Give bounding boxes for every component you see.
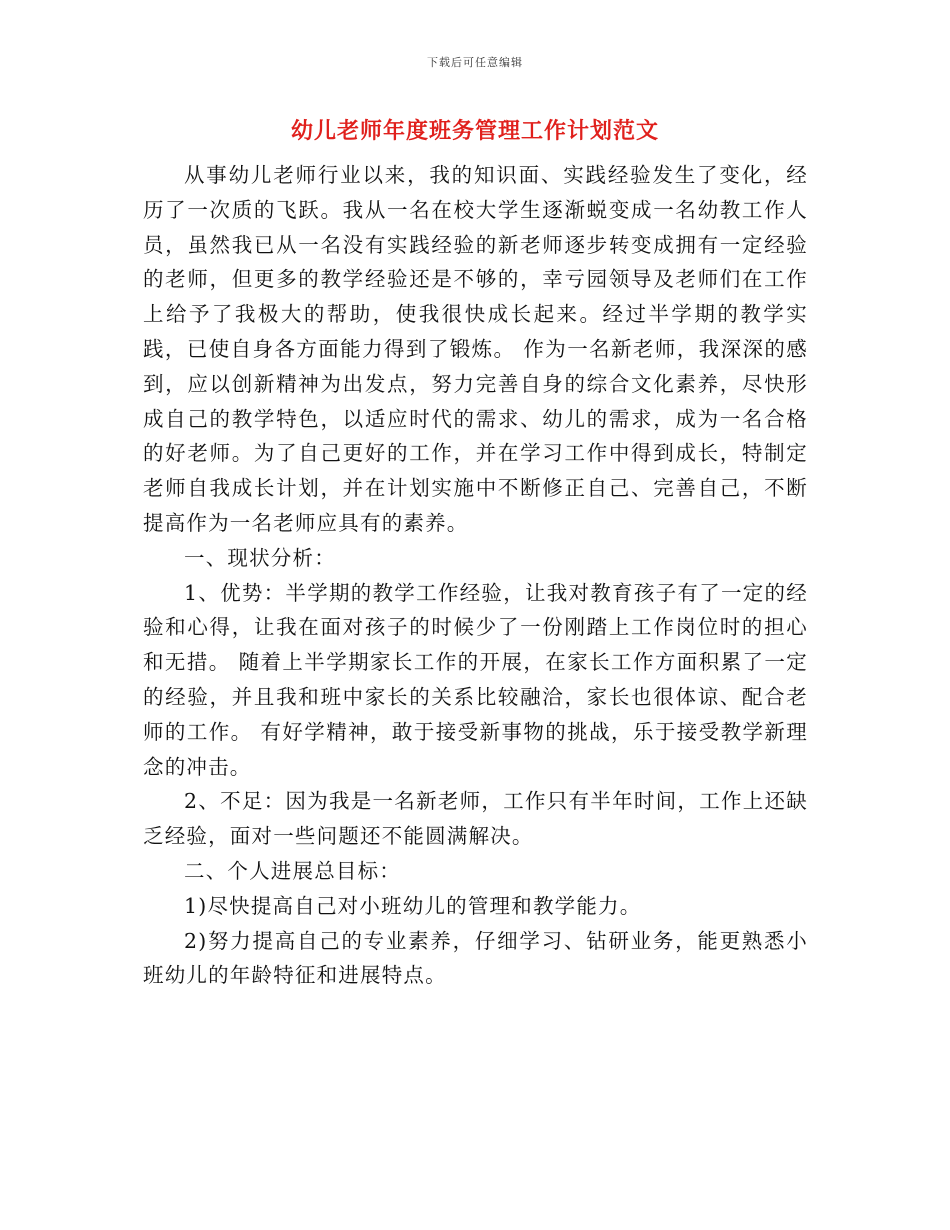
document-title: 幼儿老师年度班务管理工作计划范文: [290, 118, 659, 144]
document-body: [143, 158, 808, 993]
intro-paragraph: 从事幼儿老师行业以来，我的知识面、实践经验发生了变化，经历了一次质的飞跃。我从一名在校大学生逐渐蜕变成一名幼教工作人员，虽然我已从一名没有实践经验的新老师逐步转变成拥有一定经验的老师，但更多的教学经验还是不够的，幸亏园领导及老师们在工作上给予了我极大的帮助，使我很快成长起来。经过半学期的教学实践，已使自身各方面能力得到了锻炼。 作为一名新老师，我深深的感到，应以创新精神为出发点，努力完善自身的综合文化素养，尽快形成自己的教学特色，以适应时代的需求、幼儿的需求，成为一名合格的好老师。为了自己更好的工作，并在学习工作中得到成长，特制定老师自我成长计划，并在计划实施中不断修正自己、完善自己，不断提高作为一名老师应具有的素养。: [143, 163, 808, 535]
paragraph-weaknesses: 2、不足：因为我是一名新老师，工作只有半年时间，工作上还缺乏经验，面对一些问题还不能圆满解决。: [143, 789, 808, 849]
goal-item-1: 1)尽快提高自己对小班幼儿的管理和教学能力。: [184, 893, 642, 918]
section-heading-goals: 二、个人进展总目标：: [184, 858, 401, 883]
section-heading-status: 一、现状分析：: [184, 545, 336, 570]
paragraph-strengths: 1、优势：半学期的教学工作经验，让我对教育孩子有了一定的经验和心得，让我在面对孩子的时候少了一份刚踏上工作岗位时的担心和无措。 随着上半学期家长工作的开展，在家长工作方面积累了一定的经验，并且我和班中家长的关系比较融洽，家长也很体谅、配合老师的工作。 有好学精神，敢于接受新事物的挑战，乐于接受教学新理念的冲击。: [143, 580, 808, 779]
header-note: 下载后可任意编辑: [427, 56, 523, 69]
goal-item-2: 2)努力提高自己的专业素养，仔细学习、钻研业务，能更熟悉小班幼儿的年龄特征和进展特点。: [143, 928, 808, 988]
